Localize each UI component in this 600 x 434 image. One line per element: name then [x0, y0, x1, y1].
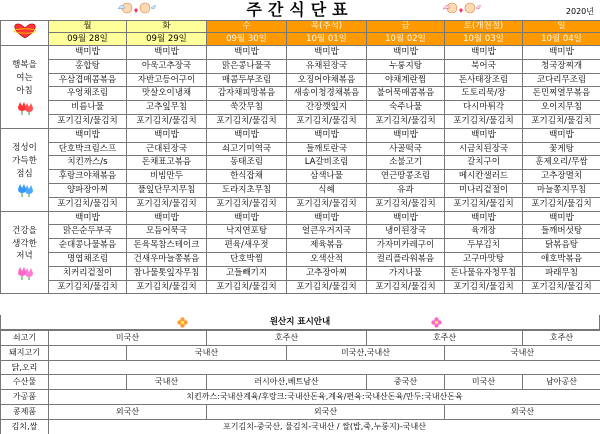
- menu-item: 맑은순두부국: [49, 225, 127, 239]
- origin-value: 국내산: [445, 345, 600, 360]
- meal-label: [1, 128, 49, 211]
- menu-item: 우엉채조림: [49, 87, 127, 101]
- origin-row: [1, 419, 600, 434]
- meal-row: [1, 87, 600, 101]
- menu-item: 포기김치/물김치: [523, 114, 600, 128]
- menu-item: 누룽지탕: [367, 59, 445, 73]
- menu-item: 백미밥: [207, 46, 287, 60]
- meal-label-line: 정성이: [12, 142, 37, 153]
- menu-item: 감자채피망볶음: [207, 87, 287, 101]
- date-sat: 10월 03일: [445, 33, 523, 46]
- meal-row: [1, 114, 600, 128]
- menu-item: 불어묵매콤볶음: [367, 87, 445, 101]
- menu-item: 백미밥: [207, 211, 287, 225]
- menu-item: 고들빼기지: [207, 266, 287, 280]
- menu-item: 고추잎무침: [127, 101, 207, 115]
- origin-item: 가공품: [1, 390, 49, 405]
- menu-item: 애호박볶음: [523, 252, 600, 266]
- date-mon: 09월 28일: [49, 33, 127, 46]
- menu-item: 포기김치/물김치: [127, 280, 207, 294]
- menu-item: 포기김치/물김치: [207, 280, 287, 294]
- meal-row: [1, 280, 600, 294]
- menu-item: 백미밥: [445, 46, 523, 60]
- menu-item: 청국장찌개: [523, 59, 600, 73]
- menu-item: 단호박찜: [207, 252, 287, 266]
- menu-item: 냉이된장국: [367, 225, 445, 239]
- menu-item: 포기김치/물김치: [49, 280, 127, 294]
- date-row: [1, 33, 600, 46]
- origin-title: 원산지 표시안내: [269, 317, 331, 327]
- origin-table: [0, 330, 600, 434]
- origin-value: 포기김치-중국산, 물김치-국내산 / 쌀(밥,죽,누룽지)-국내산: [49, 419, 600, 434]
- menu-item: 육개장: [445, 225, 523, 239]
- menu-item: 포기김치/물김치: [207, 114, 287, 128]
- menu-item: 백미밥: [127, 128, 207, 142]
- origin-value: 호주산: [207, 331, 367, 346]
- meal-row: [1, 239, 600, 253]
- year-label: 2020년: [565, 7, 594, 16]
- menu-item: 제육볶음: [287, 239, 367, 253]
- menu-item: 도라지초무침: [207, 183, 287, 197]
- origin-item: 콩제품: [1, 404, 49, 419]
- menu-item: 백미밥: [287, 128, 367, 142]
- menu-item: 백미밥: [367, 211, 445, 225]
- menu-item: 단호박크림스프: [49, 142, 127, 156]
- menu-item: 백미밥: [127, 211, 207, 225]
- origin-value: 미국산,국내산: [287, 345, 445, 360]
- flower-icon: [177, 317, 188, 328]
- origin-value: 호주산: [367, 331, 523, 346]
- origin-value: 외국산: [445, 404, 600, 419]
- origin-value: 외국산: [207, 404, 445, 419]
- meal-row: [1, 46, 600, 60]
- day-header-row: [1, 21, 600, 33]
- day-name-fri: 금: [367, 21, 445, 33]
- origin-value: 외국산: [49, 404, 207, 419]
- menu-item: 고구마맛탕: [445, 252, 523, 266]
- day-name-thu: 목(추석): [287, 21, 367, 33]
- menu-item: 자반고등어구이: [127, 73, 207, 87]
- origin-item: 김치,쌀: [1, 419, 49, 434]
- menu-item: 북어국: [445, 59, 523, 73]
- menu-item: 백미밥: [367, 128, 445, 142]
- tulip-icon: [16, 101, 34, 115]
- menu-item: 포기김치/물김치: [523, 197, 600, 211]
- menu-item: 편육/새우젓: [207, 239, 287, 253]
- menu-item: 연근땅콩조림: [367, 170, 445, 184]
- menu-item: 홍합탕: [49, 59, 127, 73]
- menu-item: 새송이청경채볶음: [287, 87, 367, 101]
- menu-item: 오색산적: [287, 252, 367, 266]
- meal-row: [1, 252, 600, 266]
- meal-row: [1, 59, 600, 73]
- origin-value: [49, 360, 600, 375]
- meal-row: [1, 101, 600, 115]
- menu-item: 다시마튀각: [445, 101, 523, 115]
- date-fri: 10월 02일: [367, 33, 445, 46]
- menu-item: 포기김치/물김치: [445, 197, 523, 211]
- origin-row: [1, 345, 600, 360]
- menu-item: 삼색나물: [287, 170, 367, 184]
- meal-label: [1, 211, 49, 294]
- meal-label-line: 건강을: [12, 225, 37, 236]
- menu-item: 두부김치: [445, 239, 523, 253]
- menu-item: 치킨까스/s: [49, 156, 127, 170]
- menu-item: 쑥갓무침: [207, 101, 287, 115]
- menu-item: 포기김치/물김치: [367, 280, 445, 294]
- origin-value: 러시아산,베트남산: [207, 375, 367, 390]
- meal-label-line: 행복을: [12, 60, 37, 71]
- origin-title-bar: [0, 315, 600, 330]
- meal-label: [1, 46, 49, 129]
- menu-item: 유과: [367, 183, 445, 197]
- menu-item: 도토리묵/장: [445, 87, 523, 101]
- menu-item: 쇠고기미역국: [207, 142, 287, 156]
- menu-item: 돈육목참스테이크: [127, 239, 207, 253]
- menu-item: 백미밥: [49, 211, 127, 225]
- cupid-icon: [440, 1, 486, 17]
- menu-item: 맑은콩나물국: [207, 59, 287, 73]
- menu-item: 치커리겉절이: [49, 266, 127, 280]
- menu-item: 파래무침: [523, 266, 600, 280]
- cupid-icon: [115, 1, 161, 17]
- menu-item: 포기김치/물김치: [445, 114, 523, 128]
- menu-item: 순대콩나물볶음: [49, 239, 127, 253]
- menu-item: 매콤두부조림: [207, 73, 287, 87]
- meal-row: [1, 73, 600, 87]
- meal-row: [1, 225, 600, 239]
- menu-item: 돈사태장조림: [445, 73, 523, 87]
- menu-item: 고추장멸치: [523, 170, 600, 184]
- date-tue: 09월 29일: [127, 33, 207, 46]
- date-sun: 10월 04일: [523, 33, 600, 46]
- meal-row: [1, 266, 600, 280]
- meal-label-line: 저녁: [16, 251, 33, 262]
- menu-item: 아욱고추장국: [127, 59, 207, 73]
- origin-value: 호주산: [523, 331, 600, 346]
- menu-item: 백미밥: [367, 46, 445, 60]
- menu-item: 얼큰우거지국: [287, 225, 367, 239]
- menu-item: 포기김치/물김치: [127, 114, 207, 128]
- title-bar: [0, 0, 600, 20]
- origin-value: 중국산: [367, 375, 445, 390]
- tulip-icon: [16, 266, 34, 280]
- menu-item: 포기김치/물김치: [127, 197, 207, 211]
- menu-item: 소불고기: [367, 156, 445, 170]
- origin-item: 닭,오리: [1, 360, 49, 375]
- date-wed: 09월 30일: [207, 33, 287, 46]
- menu-item: 백미밥: [445, 211, 523, 225]
- menu-item: 한식잡채: [207, 170, 287, 184]
- day-name-mon: 월: [49, 21, 127, 33]
- menu-item: 유채된장국: [287, 59, 367, 73]
- meal-row: [1, 211, 600, 225]
- menu-item: 포기김치/물김치: [49, 197, 127, 211]
- menu-item: 숙주나물: [367, 101, 445, 115]
- meal-row: [1, 197, 600, 211]
- menu-item: 돈채표고볶음: [127, 156, 207, 170]
- menu-item: 갈치구이: [445, 156, 523, 170]
- meal-label-line: 여는: [16, 72, 33, 83]
- day-name-wed: 수: [207, 21, 287, 33]
- menu-item: 포기김치/물김치: [287, 114, 367, 128]
- menu-item: 포기김치/물김치: [49, 114, 127, 128]
- menu-item: 훈제오리/무쌈: [523, 156, 600, 170]
- origin-value: 국내산: [127, 375, 207, 390]
- menu-item: 포기김치/물김치: [287, 280, 367, 294]
- menu-item: 들깨토란국: [287, 142, 367, 156]
- origin-row: [1, 375, 600, 390]
- menu-item: 양파장아찌: [49, 183, 127, 197]
- menu-item: 명엽채조림: [49, 252, 127, 266]
- meal-label-line: 아침: [16, 85, 33, 96]
- menu-item: 백미밥: [49, 128, 127, 142]
- menu-item: 시금치된장국: [445, 142, 523, 156]
- menu-item: 백미밥: [523, 46, 600, 60]
- meal-label-line: 가득한: [12, 155, 37, 166]
- menu-item: 오징어야채볶음: [287, 73, 367, 87]
- menu-item: 간장깻잎지: [287, 101, 367, 115]
- menu-item: 낙지연포탕: [207, 225, 287, 239]
- menu-item: 참나물톳잎자무침: [127, 266, 207, 280]
- menu-item: 야채계란찜: [367, 73, 445, 87]
- menu-item: 마늘쫑지무침: [523, 183, 600, 197]
- menu-item: 백미밥: [127, 46, 207, 60]
- menu-item: 식혜: [287, 183, 367, 197]
- origin-row: [1, 331, 600, 346]
- origin-value: 국내산: [127, 345, 287, 360]
- origin-item: 쇠고기: [1, 331, 49, 346]
- origin-value: 미국산: [445, 375, 523, 390]
- date-thu: 10월 01일: [287, 33, 367, 46]
- menu-item: 포기김치/물김치: [523, 280, 600, 294]
- menu-item: 백미밥: [523, 128, 600, 142]
- origin-row: [1, 390, 600, 405]
- menu-item: 후랑크야채볶음: [49, 170, 127, 184]
- menu-item: 가자미카레구이: [367, 239, 445, 253]
- menu-item: 오이지무침: [523, 101, 600, 115]
- menu-item: 고추장아찌: [287, 266, 367, 280]
- meal-label-line: 생각한: [12, 238, 37, 249]
- menu-item: 비름나물: [49, 101, 127, 115]
- menu-item: 포기김치/물김치: [445, 280, 523, 294]
- menu-item: 백미밥: [49, 46, 127, 60]
- menu-item: 동태조림: [207, 156, 287, 170]
- menu-item: 컬리플라워볶음: [367, 252, 445, 266]
- menu-item: 미나리겉절이: [445, 183, 523, 197]
- menu-table: [0, 20, 600, 294]
- menu-item: 근대된장국: [127, 142, 207, 156]
- origin-value: 남아공산: [523, 375, 600, 390]
- menu-item: 꽃게탕: [523, 142, 600, 156]
- heart-icon: [10, 22, 40, 40]
- menu-item: 풀잎단무지무침: [127, 183, 207, 197]
- menu-item: 메시칸샐러드: [445, 170, 523, 184]
- menu-item: 모듬어묵국: [127, 225, 207, 239]
- meal-row: [1, 183, 600, 197]
- day-name-sat: 토(개천절): [445, 21, 523, 33]
- menu-item: 포기김치/물김치: [207, 197, 287, 211]
- menu-item: 포기김치/물김치: [287, 197, 367, 211]
- menu-item: 백미밥: [445, 128, 523, 142]
- corner-cell: [1, 21, 49, 46]
- menu-item: 들깨버섯탕: [523, 225, 600, 239]
- menu-item: 우삼겹매콤볶음: [49, 73, 127, 87]
- origin-row: [1, 404, 600, 419]
- menu-item: 백미밥: [287, 211, 367, 225]
- menu-item: 돈민찌열무볶음: [523, 87, 600, 101]
- day-name-tue: 화: [127, 21, 207, 33]
- menu-item: 코다리무조림: [523, 73, 600, 87]
- menu-item: 백미밥: [207, 128, 287, 142]
- menu-item: 포기김치/물김치: [367, 197, 445, 211]
- tulip-icon: [16, 183, 34, 197]
- origin-item: 돼지고기: [1, 345, 49, 360]
- origin-value: [49, 345, 127, 360]
- menu-item: 포기김치/물김치: [367, 114, 445, 128]
- origin-item: 수산물: [1, 375, 49, 390]
- meal-row: [1, 156, 600, 170]
- flower-icon: [431, 317, 442, 328]
- meal-row: [1, 142, 600, 156]
- origin-value: 미국산: [49, 331, 207, 346]
- origin-value: 치킨까스:국내산계육/후랑크:국내산돈육,계육/편육:국내산돈육/만두:국내산돈육: [49, 390, 600, 405]
- origin-row: [1, 360, 600, 375]
- day-name-sun: 일: [523, 21, 600, 33]
- menu-item: 비빔만두: [127, 170, 207, 184]
- meal-row: [1, 170, 600, 184]
- menu-item: 닭볶음탕: [523, 239, 600, 253]
- menu-item: 백미밥: [523, 211, 600, 225]
- menu-item: LA갈비조림: [287, 156, 367, 170]
- menu-item: 건새우마늘쫑볶음: [127, 252, 207, 266]
- menu-item: 사골떡국: [367, 142, 445, 156]
- menu-item: 백미밥: [287, 46, 367, 60]
- meal-label-line: 점심: [16, 168, 33, 179]
- meal-row: [1, 128, 600, 142]
- menu-item: 가지나물: [367, 266, 445, 280]
- menu-item: 돈나물유자청무침: [445, 266, 523, 280]
- page-title: 주간식단표: [246, 0, 354, 19]
- menu-item: 맛살오이냉채: [127, 87, 207, 101]
- origin-value: [49, 375, 127, 390]
